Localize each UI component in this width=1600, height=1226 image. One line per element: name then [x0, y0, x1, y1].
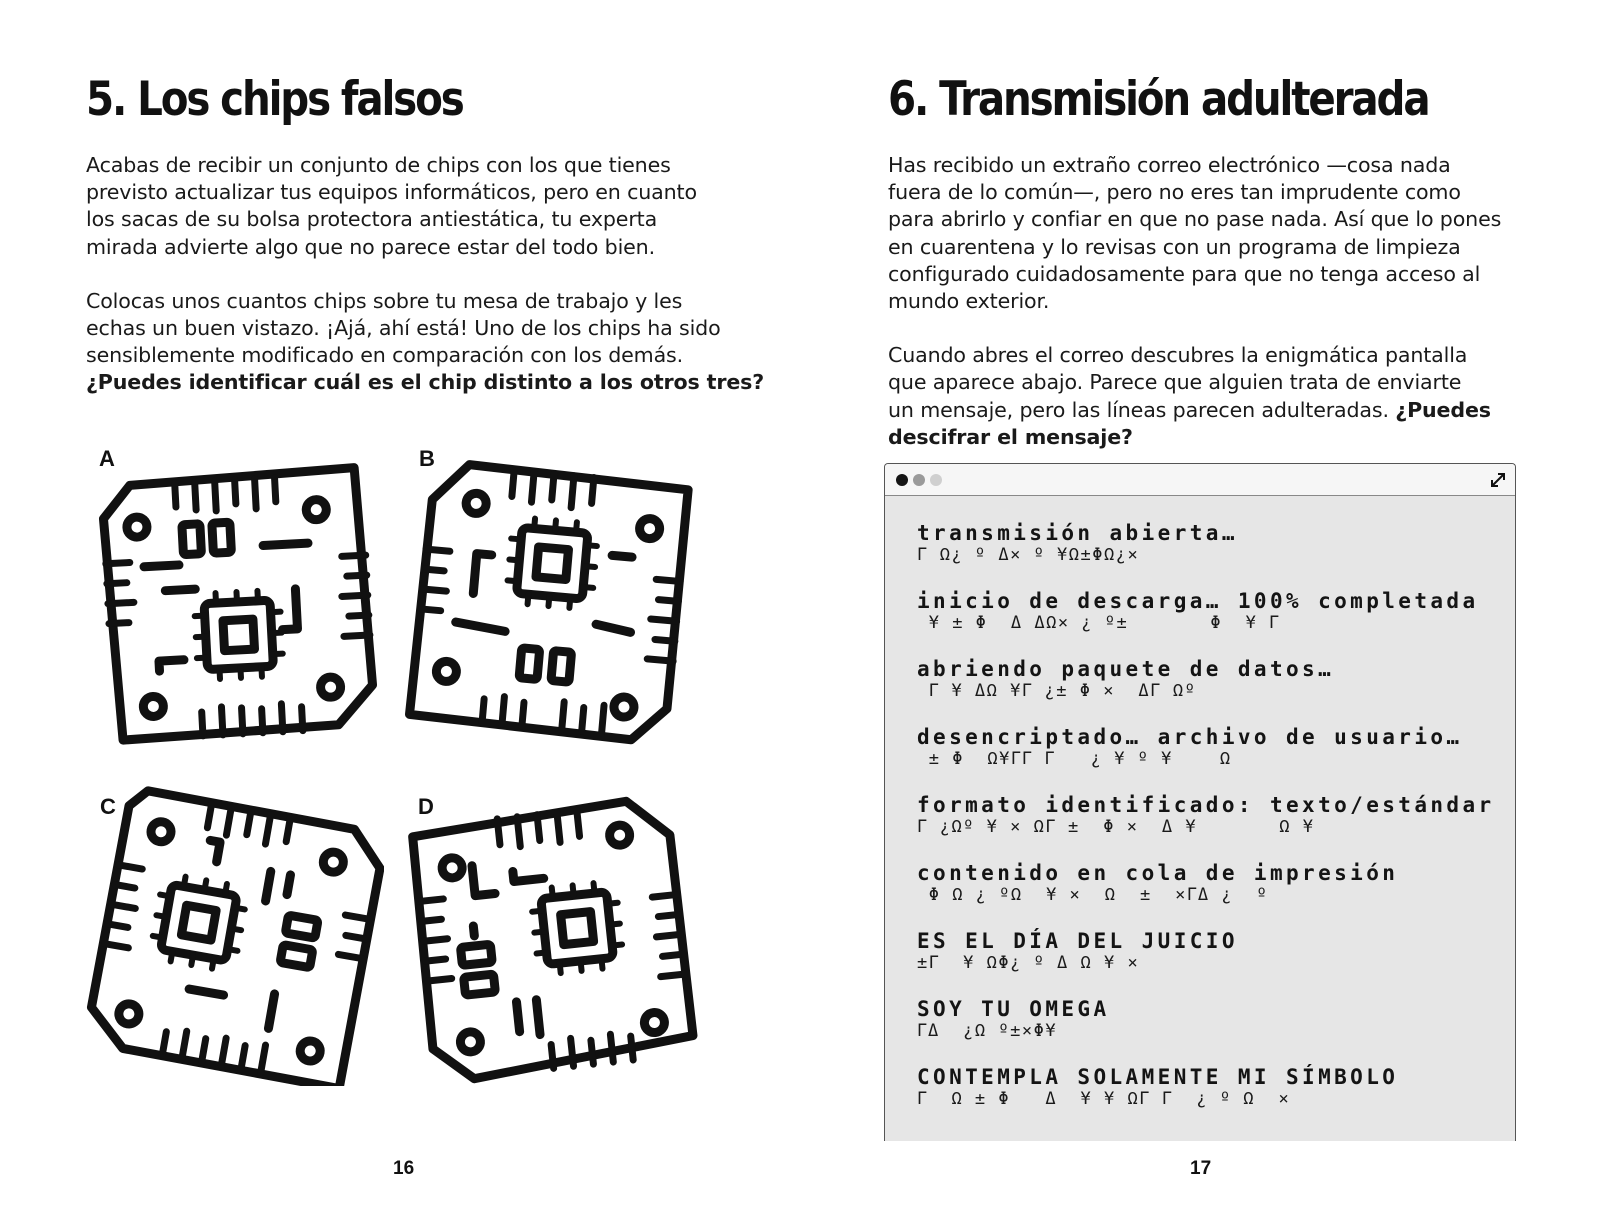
message-text: ES EL DÍA DEL JUICIO — [917, 929, 1238, 953]
circuit-chip-icon — [84, 786, 384, 1086]
text-line: echas un buen vistazo. ¡Ajá, ahí está! Uno de los chips ha sido — [86, 316, 721, 341]
message-text: SOY TU OMEGA — [917, 997, 1110, 1021]
glitch-glyphs: ±ᒥ ¥ ΩΦ¿ º Δ Ω ¥ × — [917, 953, 1140, 973]
text-line: Cuando abres el correo descubres la enigmática pantalla — [888, 343, 1468, 368]
circuit-chip-icon — [86, 452, 386, 752]
message-text: inicio de descarga… 100% completada — [917, 589, 1479, 613]
window-dot-icon[interactable] — [930, 474, 942, 486]
text-line: para abrirlo y confiar en que no pase nada. Así que lo pones — [888, 207, 1502, 232]
message-text: CONTEMPLA SOLAMENTE MI SÍMBOLO — [917, 1065, 1399, 1089]
glitch-glyphs: Φ Ω ¿ ºΩ ¥ × Ω ± ×ᒥΔ ¿ º — [917, 885, 1269, 905]
window-titlebar — [885, 464, 1515, 496]
message-text: contenido en cola de impresión — [917, 861, 1399, 885]
glitch-glyphs: ᒥ ¥ ΔΩ ¥ᒥ ¿± Φ × Δᒥ Ωº — [917, 681, 1197, 701]
text-line: los sacas de su bolsa protectora antiestática, tu experta — [86, 207, 658, 232]
glitch-glyphs: ᒥ Ω¿ º Δ× º ¥Ω±ΦΩ¿× — [917, 545, 1140, 565]
text-line: Acabas de recibir un conjunto de chips con los que tienes — [86, 153, 671, 177]
glitch-glyphs: ᒥΔ ¿Ω º±×Φ¥ — [917, 1021, 1058, 1041]
glitch-glyphs: ¥ ± Φ Δ ΔΩ× ¿ º± Φ ¥ ᒥ — [917, 613, 1281, 633]
message-line — [917, 1065, 1507, 1133]
intro-text — [86, 152, 764, 397]
text-line: Has recibido un extraño correo electrónico —cosa nada — [888, 153, 1451, 177]
message-line — [917, 929, 1507, 997]
page-number: 17 — [1190, 1158, 1212, 1179]
terminal-window — [884, 463, 1516, 1141]
expand-icon[interactable] — [1489, 471, 1507, 489]
text-line: fuera de lo común—, pero no eres tan imprudente como — [888, 180, 1461, 205]
terminal-content — [917, 521, 1507, 1133]
puzzle-question: descifrar el mensaje? — [888, 424, 1133, 449]
message-line — [917, 793, 1507, 861]
text-line: un mensaje, pero las líneas parecen adulteradas. ¿Puedes — [888, 397, 1491, 422]
text-line: que aparece abajo. Parece que alguien trata de enviarte — [888, 370, 1462, 395]
text-line: sensiblemente modificado en comparación con los demás. — [86, 343, 684, 368]
glitch-glyphs: ᒥ Ω ± Φ Δ ¥ ¥ Ωᒥ ᒥ ¿ º Ω × — [917, 1089, 1291, 1109]
window-dot-icon[interactable] — [896, 474, 908, 486]
message-line — [917, 997, 1507, 1065]
chip-label-d: D — [418, 794, 434, 819]
glitch-glyphs: ± Φ Ω¥ᒥᒥ ᒥ ¿ ¥ º ¥ Ω — [917, 749, 1232, 769]
glitch-glyphs: ᒥ ¿Ωº ¥ × Ωᒥ ± Φ × Δ ¥ Ω ¥ — [917, 817, 1315, 837]
message-text: desencriptado… archivo de usuario… — [917, 725, 1463, 749]
right-page — [800, 0, 1600, 1226]
page-title: 5. Los chips falsos — [86, 72, 463, 127]
page-number: 16 — [393, 1158, 415, 1179]
message-line — [917, 521, 1507, 589]
text-line: mundo exterior. — [888, 289, 1050, 314]
window-dot-icon[interactable] — [913, 474, 925, 486]
chip-label-a: A — [99, 446, 115, 471]
message-line — [917, 861, 1507, 929]
text-line: Colocas unos cuantos chips sobre tu mesa de trabajo y les — [86, 288, 683, 313]
text-line: en cuarentena y lo revisas con un programa de limpieza — [888, 234, 1461, 259]
circuit-chip-icon — [400, 788, 700, 1088]
chip-label-c: C — [100, 794, 116, 819]
text-line: previsto actualizar tus equipos informáticos, pero en cuanto — [86, 180, 697, 205]
text-line: mirada advierte algo que no parece estar del todo bien. — [86, 234, 655, 259]
message-line — [917, 725, 1507, 793]
message-line — [917, 589, 1507, 657]
message-text: formato identificado: texto/estándar — [917, 793, 1495, 817]
puzzle-question: ¿Puedes identificar cuál es el chip distinto a los otros tres? — [86, 370, 765, 395]
text-line: configurado cuidadosamente para que no tenga acceso al — [888, 261, 1481, 286]
message-text: transmisión abierta… — [917, 521, 1238, 545]
message-text: abriendo paquete de datos… — [917, 657, 1335, 681]
circuit-chip-icon — [398, 450, 698, 750]
chip-label-b: B — [419, 446, 435, 471]
puzzle-question: ¿Puedes — [1395, 397, 1491, 422]
message-line — [917, 657, 1507, 725]
intro-text — [888, 152, 1501, 451]
page-title: 6. Transmisión adulterada — [888, 72, 1429, 127]
